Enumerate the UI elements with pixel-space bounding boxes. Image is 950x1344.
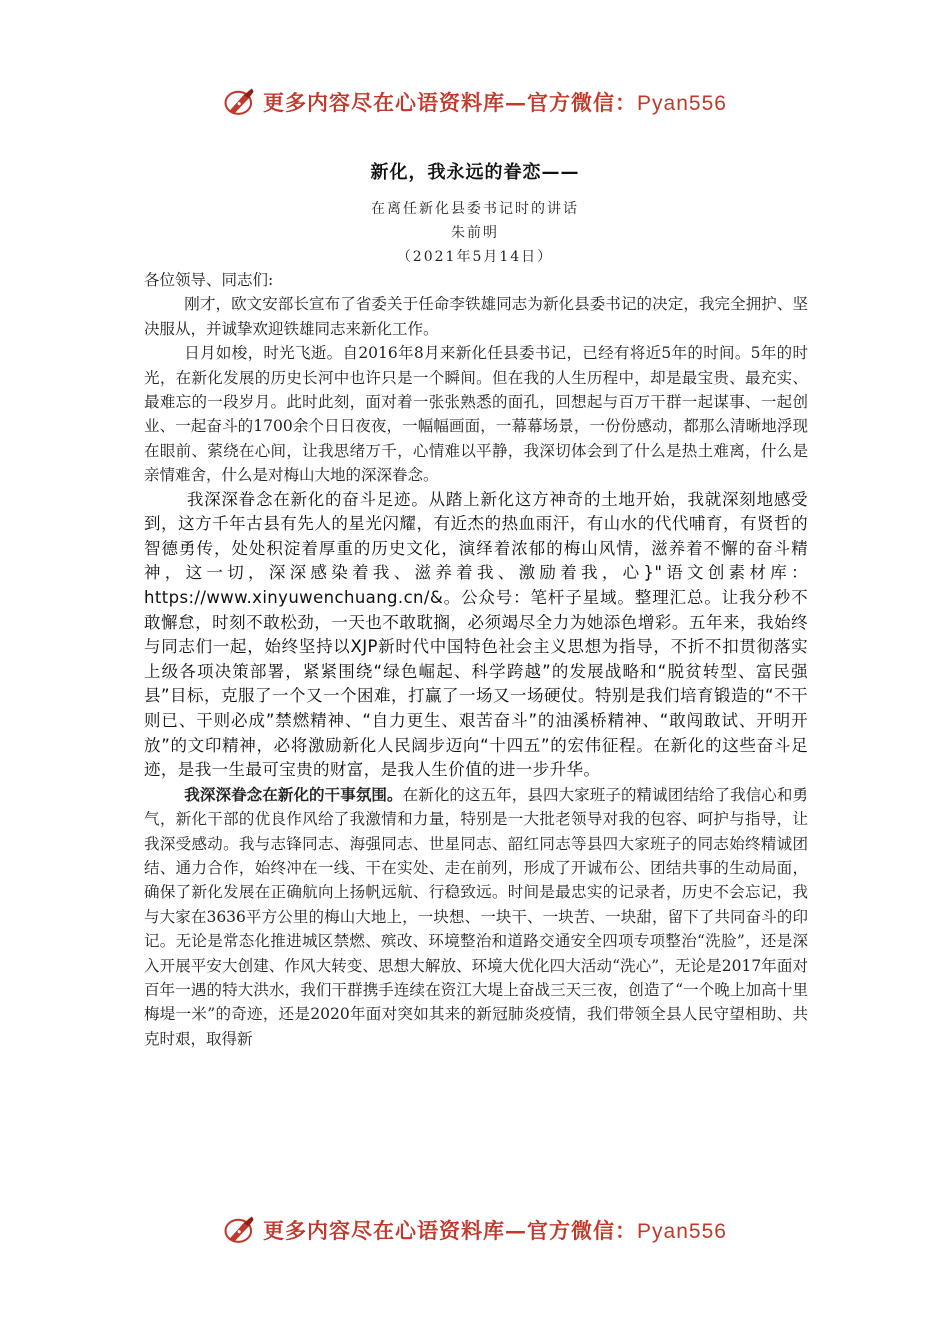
document-body: [144, 268, 808, 1051]
paragraph-text: 在新化的这五年，县四大家班子的精诚团结给了我信心和勇气，新化干部的优良作风给了我激情和力量，特别是一大批老领导对我的包容、呵护与指导，让我深受感动。我与志锋同志、海强同志、世星同志、韶红同志等县四大家班子的同志始终精诚团结、通力合作，始终冲在一线、干在实处、走在前列，形成了开诚布公、团结共事的生动局面，确保了新化发展在正确航向上扬帆远航、行稳致远。时间是最忠实的记录者，历史不会忘记，我与大家在3636平方公里的梅山大地上，一块想、一块干、一块苦、一块甜，留下了共同奋斗的印记。无论是常态化推进城区禁燃、殡改、环境整治和道路交通安全四项专项整治“洗脸”，还是深入开展平安大创建、作风大转变、思想大解放、环境大优化四大活动“洗心”，无论是2017年面对百年一遇的特大洪水，我们干群携手连续在资江大堤上奋战三天三夜，创造了“一个晚上加高十里梅堤一米”的奇迹，还是2020年面对突如其来的新冠肺炎疫情，我们带领全县人民守望相助、共克时艰，取得新: [144, 785, 808, 1048]
pen-nib-logo-icon: [223, 85, 257, 119]
pen-nib-logo-icon: [223, 1213, 257, 1247]
paragraph-lead: 我深深眷念在新化的干事氛围。: [184, 784, 403, 804]
document-subtitle: 在离任新化县委书记时的讲话: [371, 201, 579, 217]
header-banner: [0, 82, 950, 122]
document-title: 新化，我永远的眷恋——: [370, 162, 580, 183]
footer-banner: [0, 1210, 950, 1250]
banner-text: 更多内容尽在心语资料库—官方微信：Pyan556: [263, 1218, 727, 1243]
wechat-id: Pyan556: [637, 92, 727, 115]
paragraph: 刚才，欧文安部长宣布了省委关于任命李铁雄同志为新化县委书记的决定，我完全拥护、坚决服从，并诚挚欢迎铁雄同志来新化工作。: [144, 295, 808, 338]
document-date: （2021年5月14日）: [396, 249, 554, 265]
salutation: 各位领导、同志们:: [144, 271, 274, 289]
paragraph: 日月如梭，时光飞逝。自2016年8月来新化任县委书记，已经有将近5年的时间。5年的时光，在新化发展的历史长河中也许只是一个瞬间。但在我的人生历程中，却是最宝贵、最充实、最难忘的一段岁月。此时此刻，面对着一张张熟悉的面孔，回想起与百万干群一起谋事、一起创业、一起奋斗的1700余个日日夜夜，一幅幅画面，一幕幕场景，一份份感动，都那么清晰地浮现在眼前、萦绕在心间，让我思绪万千，心情难以平静，我深切体会到了什么是热土难离，什么是亲情难舍，什么是对梅山大地的深深眷念。: [144, 344, 808, 485]
paragraph: [144, 783, 808, 1051]
paragraph: 我深深眷念在新化的奋斗足迹。从踏上新化这方神奇的土地开始，我就深刻地感受到，这方千年古县有先人的星光闪耀，有近杰的热血雨汗，有山水的代代哺育，有贤哲的智德勇传，处处积淀着厚重的历史文化，演绎着浓郁的梅山风情，滋养着不懈的奋斗精神，这一切，深深感染着我、滋养着我、激励着我，心}"语文创素材库：https://www.xinyuwenchuang.cn/&。公众号：笔杆子星域。整理汇总。让我分秒不敢懈怠，时刻不敢松劲，一天也不敢耽搁，必须竭尽全力为她添色增彩。五年来，我始终与同志们一起，始终坚持以XJP新时代中国特色社会主义思想为指导，不折不扣贯彻落实上级各项决策部署，紧紧围绕“绿色崛起、科学跨越”的发展战略和“脱贫转型、富民强县”目标，克服了一个又一个困难，打赢了一场又一场硬仗。特别是我们培育锻造的“不干则已、干则必成”禁燃精神、“自力更生、艰苦奋斗”的油溪桥精神、“敢闯敢试、开明开放”的文印精神，必将激励新化人民阔步迈向“十四五”的宏伟征程。在新化的这些奋斗足迹，是我一生最可宝贵的财富，是我人生价值的进一步升华。: [144, 489, 808, 780]
document-author: 朱前明: [451, 225, 499, 241]
wechat-id: Pyan556: [637, 1220, 727, 1243]
banner-text: 更多内容尽在心语资料库—官方微信：Pyan556: [263, 90, 727, 115]
